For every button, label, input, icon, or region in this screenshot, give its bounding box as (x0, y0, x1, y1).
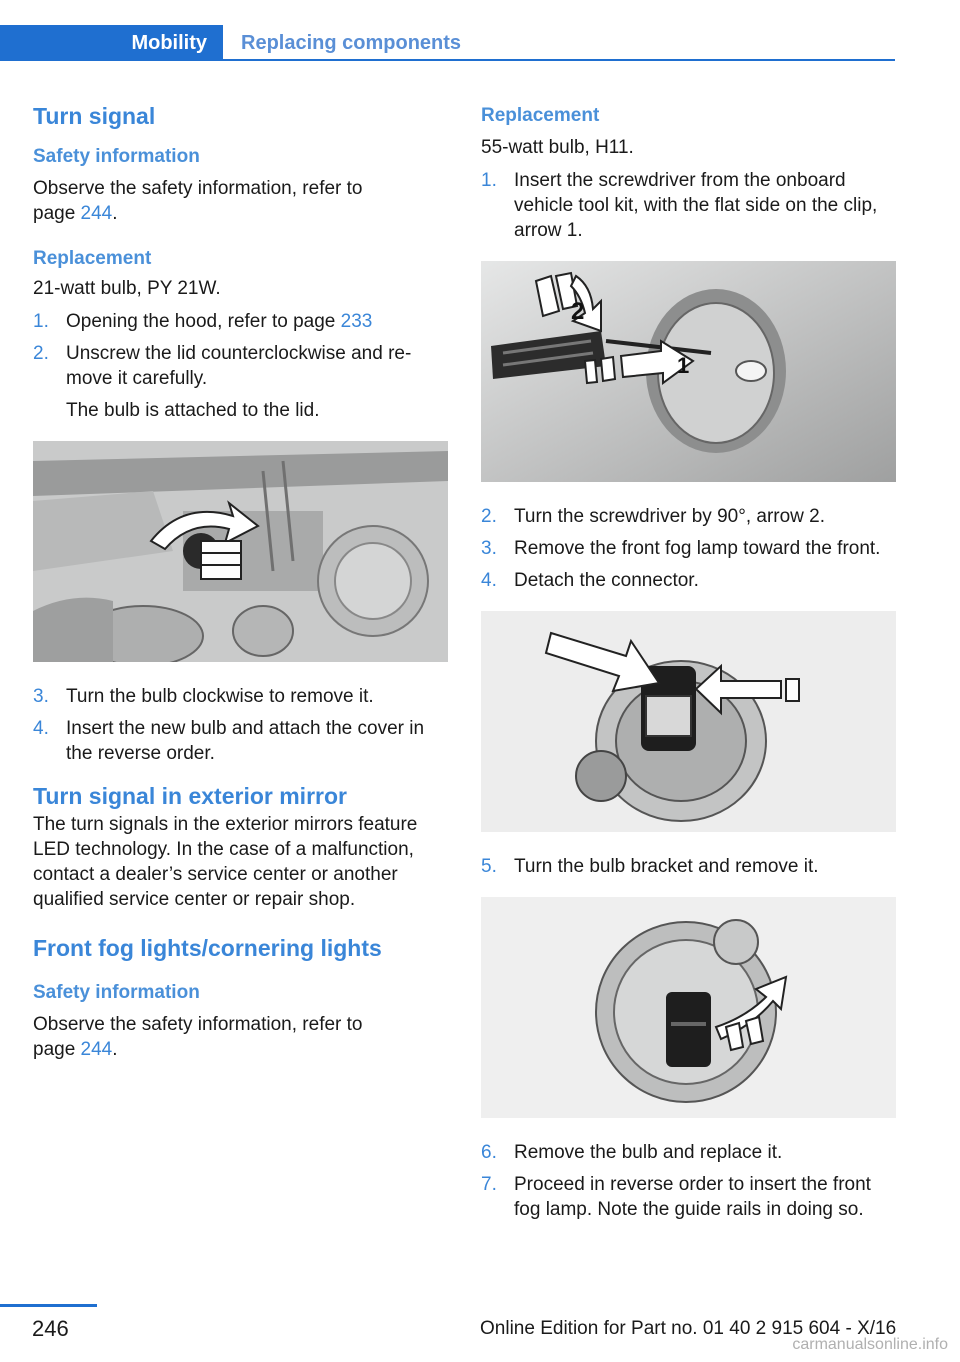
heading-mirror-turn-signal: Turn signal in exterior mirror (33, 783, 347, 809)
list-item (33, 309, 448, 334)
step-number: 4. (33, 718, 49, 739)
list-item (33, 716, 448, 766)
step-number: 2. (33, 343, 49, 364)
step-text: Unscrew the lid counterclockwise and remove it carefully. (66, 343, 412, 389)
step-text: Turn the bulb bracket and remove it. (514, 856, 819, 877)
fog-bulb-spec: 55-watt bulb, H11. (481, 137, 634, 158)
steps-list-a (33, 309, 448, 423)
step-text: Insert the new bulb and attach the cover in the reverse order. (66, 718, 425, 764)
heading-replacement: Replacement (33, 248, 152, 269)
footer-rule (0, 1304, 97, 1307)
steps-list-b (33, 684, 448, 766)
safety-text: Observe the safety information, refer to page (33, 178, 363, 224)
step-text: Remove the front fog lamp toward the front. (514, 538, 881, 559)
step-number: 6. (481, 1142, 497, 1163)
tab-replacing-components[interactable]: Replacing components (241, 31, 462, 54)
list-item (481, 168, 896, 243)
heading-replacement-fog: Replacement (481, 105, 600, 126)
step-text: Opening the hood, refer to page (66, 311, 341, 332)
list-item (33, 684, 448, 709)
list-item (481, 568, 896, 593)
step-note: The bulb is attached to the lid. (66, 400, 320, 421)
step-text: Turn the screwdriver by 90°, arrow 2. (514, 506, 826, 527)
fog-steps-4 (481, 1140, 896, 1222)
hood-page-link[interactable]: 233 (340, 311, 373, 332)
connector-figure (481, 611, 896, 832)
step-number: 4. (481, 570, 497, 591)
bulb-bracket-figure (481, 897, 896, 1118)
heading-safety-information: Safety information (33, 146, 200, 167)
list-item (481, 536, 896, 561)
list-item (481, 854, 896, 879)
step-text: Turn the bulb clockwise to remove it. (66, 686, 374, 707)
right-column (481, 100, 896, 1229)
tab-mobility[interactable]: Mobility (0, 25, 223, 61)
fog-safety-page-link[interactable]: 244 (80, 1039, 113, 1060)
fog-steps-1 (481, 168, 896, 243)
screwdriver-figure (481, 261, 896, 482)
list-item (481, 1172, 896, 1222)
step-number: 7. (481, 1174, 497, 1195)
bulb-spec: 21-watt bulb, PY 21W. (33, 278, 221, 299)
page-number: 246 (32, 1316, 69, 1341)
edition-text: Online Edition for Part no. 01 40 2 915 604 - X/16 (480, 1318, 897, 1339)
step-text: Insert the screwdriver from the onboard vehicle tool kit, with the flat side on the clip, arrow 1. (514, 170, 878, 241)
safety-paragraph: Observe the safety information, refer to page 244. (33, 178, 363, 224)
list-item (481, 504, 896, 529)
arrow-1-label: 1 (677, 353, 690, 378)
safety-page-link[interactable]: 244 (80, 203, 113, 224)
heading-fog-lights: Front fog lights/cornering lights (33, 935, 382, 961)
step-number: 5. (481, 856, 497, 877)
list-item (481, 1140, 896, 1165)
step-number: 1. (33, 311, 49, 332)
step-number: 2. (481, 506, 497, 527)
fog-safety-paragraph: Observe the safety information, refer to page 244. (33, 1014, 363, 1060)
left-column (33, 100, 448, 1062)
watermark: carmanualsonline.info (792, 1336, 948, 1353)
step-number: 3. (33, 686, 49, 707)
step-text: Proceed in reverse order to insert the front fog lamp. Note the guide rails in doing so. (514, 1174, 871, 1220)
mirror-paragraph: The turn signals in the exterior mirrors feature LED technology. In the case of a malfunction, contact a dealer’s service center or another qualified service center or repair shop. (33, 814, 418, 910)
fog-steps-2 (481, 504, 896, 593)
arrow-2-label: 2 (571, 298, 585, 325)
fog-safety-text: Observe the safety information, refer to page (33, 1014, 363, 1060)
step-number: 3. (481, 538, 497, 559)
heading-turn-signal: Turn signal (33, 103, 156, 129)
step-number: 1. (481, 170, 497, 191)
engine-bay-figure (33, 441, 448, 662)
heading-fog-safety: Safety information (33, 982, 200, 1003)
step-text: Detach the connector. (514, 570, 699, 591)
list-item (33, 341, 448, 423)
step-text: Remove the bulb and replace it. (514, 1142, 783, 1163)
fog-steps-3 (481, 854, 896, 879)
page-header (0, 25, 895, 61)
